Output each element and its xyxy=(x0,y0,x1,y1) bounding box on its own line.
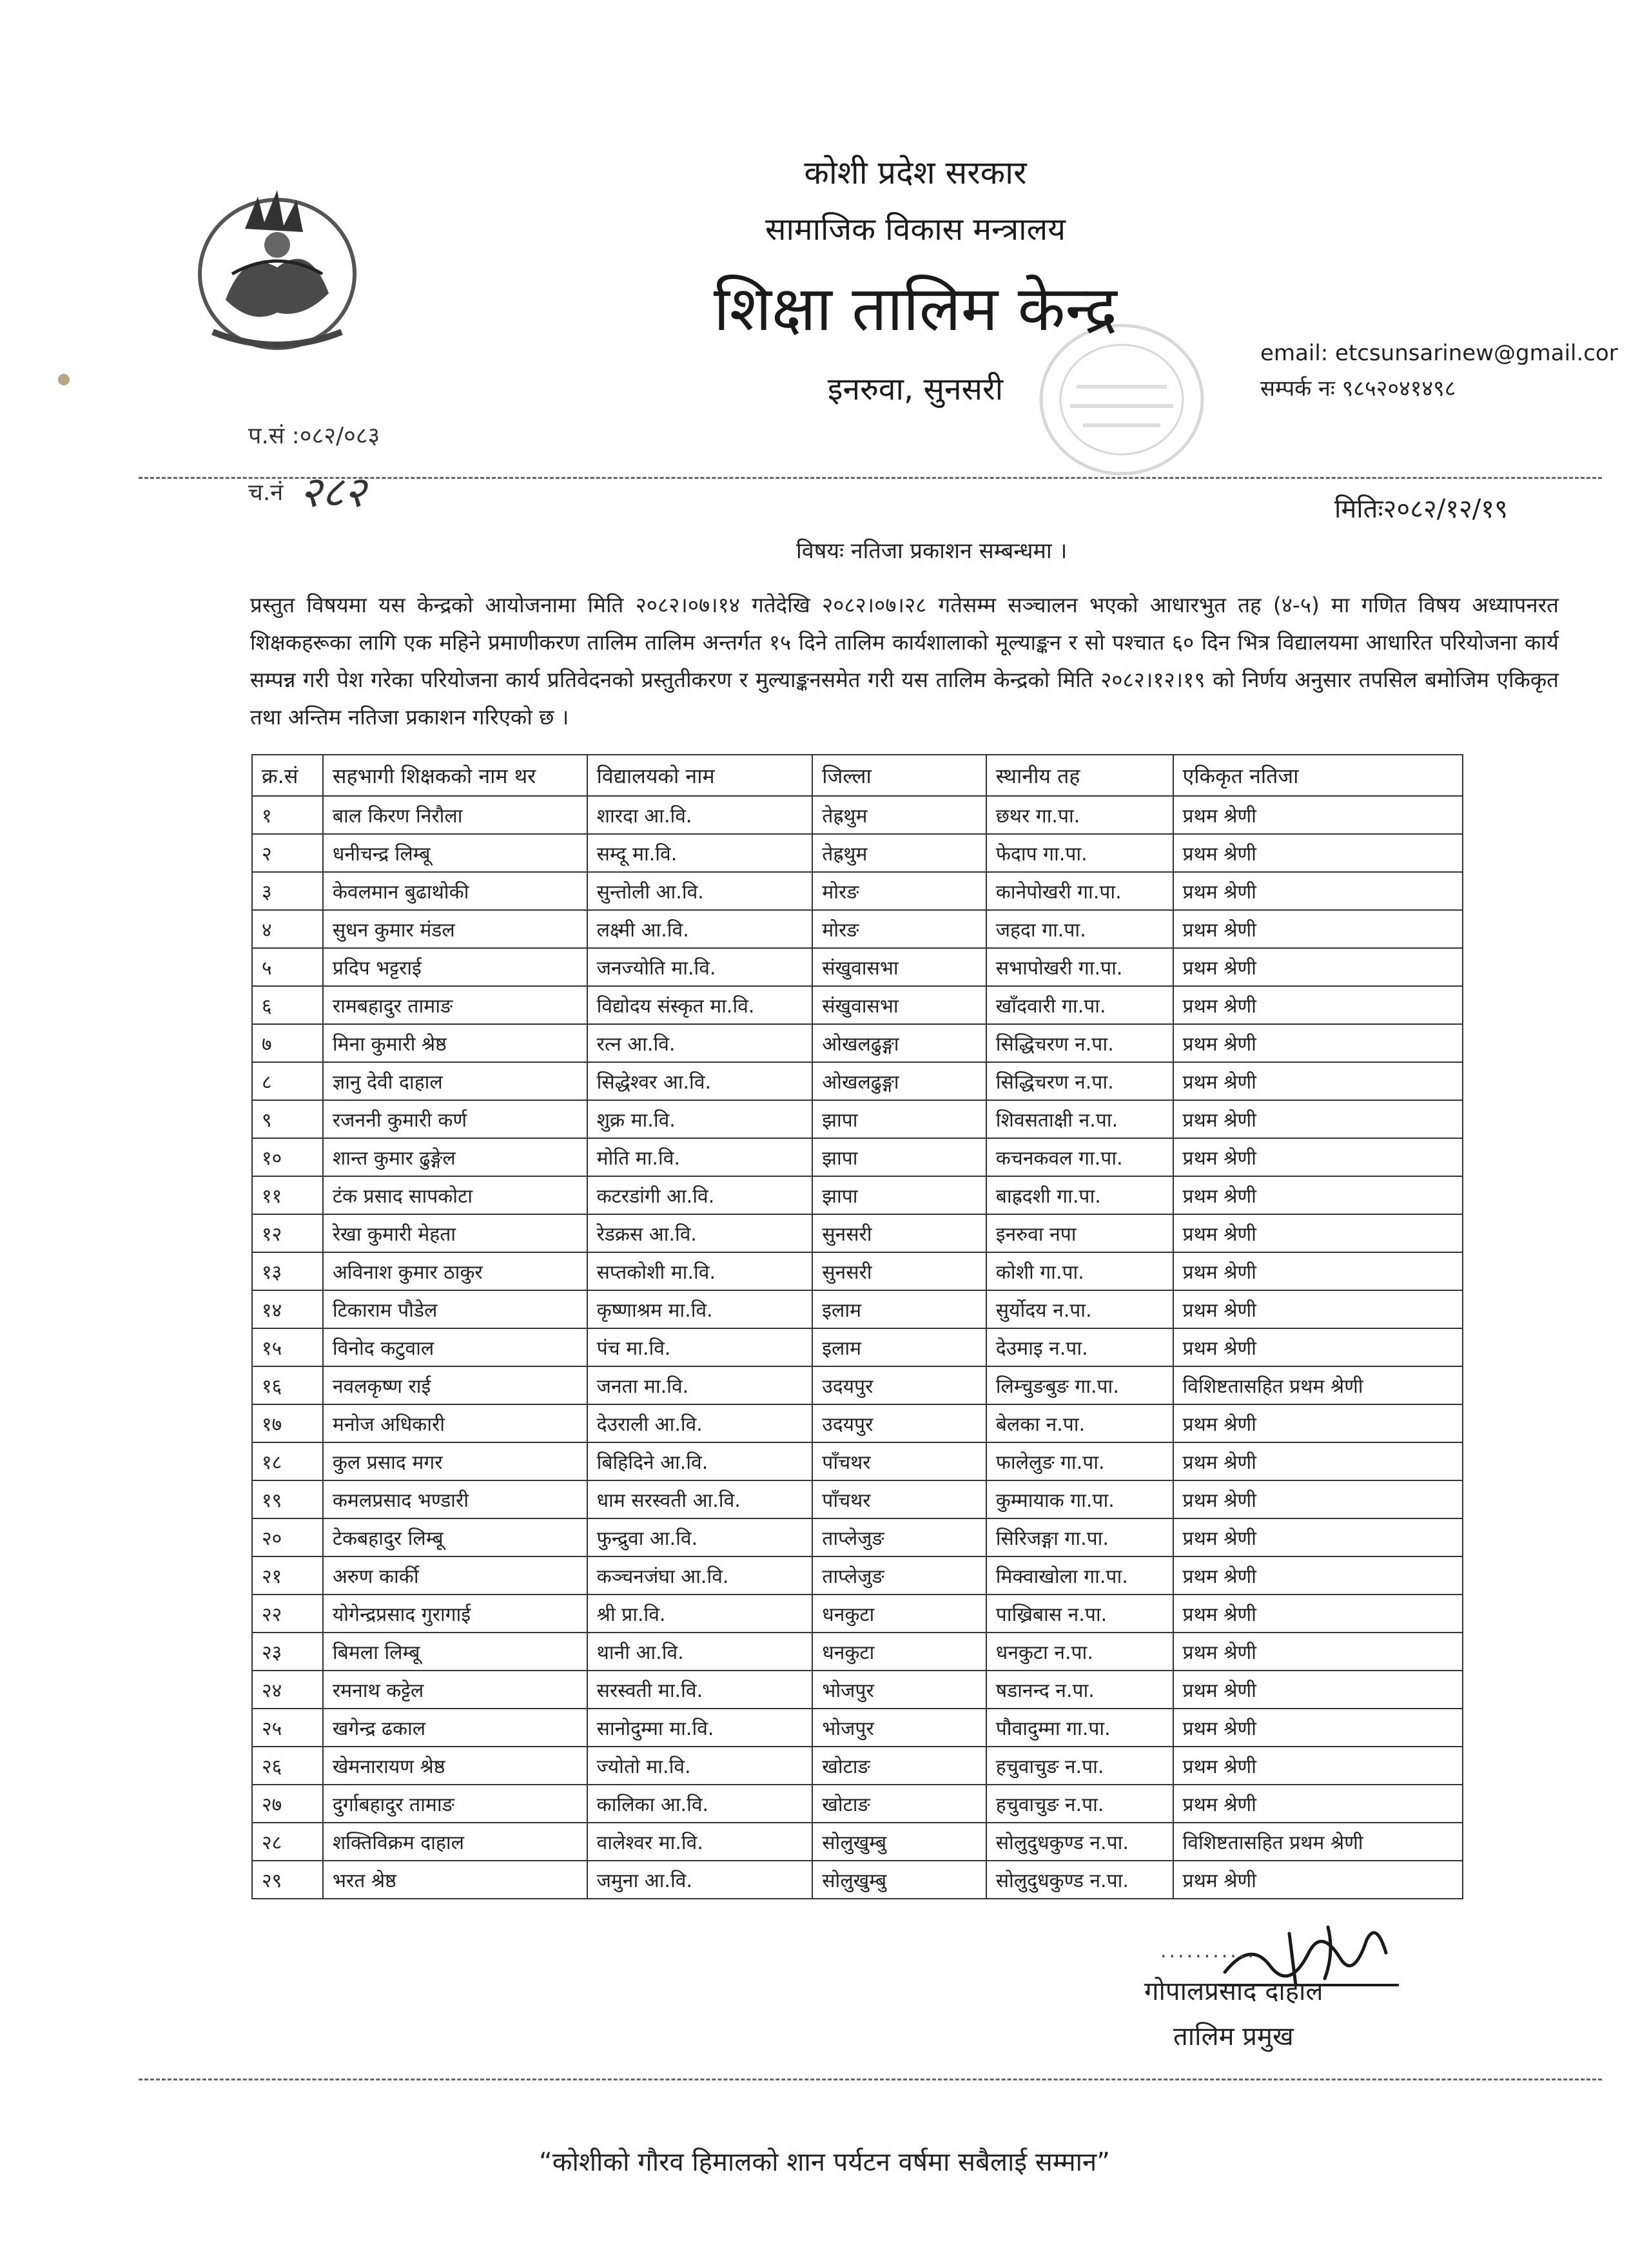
district-cell: तेह्रथुम xyxy=(812,834,986,872)
result-cell: प्रथम श्रेणी xyxy=(1173,1290,1463,1328)
serial-cell: २७ xyxy=(252,1785,323,1823)
school-name-cell: शुक्र मा.वि. xyxy=(587,1100,813,1138)
dispatch-number xyxy=(248,455,366,517)
subject-line: विषयः नतिजा प्रकाशन सम्बन्धमा । xyxy=(796,538,1068,564)
teacher-name-cell: दुर्गाबहादुर तामाङ xyxy=(323,1785,587,1823)
school-name-cell: जमुना आ.वि. xyxy=(587,1861,813,1899)
local-level-cell: सुर्योदय न.पा. xyxy=(986,1290,1173,1328)
local-level-cell: सिरिजङ्गा गा.पा. xyxy=(986,1518,1173,1556)
local-level-cell: पाख्रिबास न.पा. xyxy=(986,1594,1173,1633)
local-level-cell: कानेपोखरी गा.पा. xyxy=(986,872,1173,910)
table-row xyxy=(252,986,1463,1024)
serial-cell: २१ xyxy=(252,1556,323,1594)
teacher-name-cell: शक्तिविक्रम दाहाल xyxy=(323,1823,587,1861)
teacher-name-cell: टंक प्रसाद सापकोटा xyxy=(323,1176,587,1214)
district-cell: सुनसरी xyxy=(812,1214,986,1252)
serial-cell: २ xyxy=(252,834,323,872)
column-header: विद्यालयको नाम xyxy=(587,755,813,796)
table-header-row xyxy=(252,755,1463,796)
local-level-cell: छथर गा.पा. xyxy=(986,796,1173,834)
district-cell: ओखलढुङ्गा xyxy=(812,1024,986,1062)
school-name-cell: लक्ष्मी आ.वि. xyxy=(587,910,813,948)
table-row xyxy=(252,796,1463,834)
local-level-cell: कुम्मायाक गा.पा. xyxy=(986,1480,1173,1518)
local-level-cell: षडानन्द न.पा. xyxy=(986,1671,1173,1709)
phone-contact: सम्पर्क नः ९८५२०४१४९८ xyxy=(1260,376,1456,402)
teacher-name-cell: कमलप्रसाद भण्डारी xyxy=(323,1480,587,1518)
footer-divider xyxy=(139,2079,1602,2080)
school-name-cell: रत्न आ.वि. xyxy=(587,1024,813,1062)
local-level-cell: धनकुटा न.पा. xyxy=(986,1633,1173,1671)
local-level-cell: हचुवाचुङ न.पा. xyxy=(986,1747,1173,1785)
local-level-cell: शिवसताक्षी न.पा. xyxy=(986,1100,1173,1138)
teacher-name-cell: रमनाथ कट्टेल xyxy=(323,1671,587,1709)
serial-cell: २९ xyxy=(252,1861,323,1899)
serial-cell: १९ xyxy=(252,1480,323,1518)
result-cell: प्रथम श्रेणी xyxy=(1173,1556,1463,1594)
result-cell: प्रथम श्रेणी xyxy=(1173,1785,1463,1823)
table-row xyxy=(252,834,1463,872)
school-name-cell: रेडक्रस आ.वि. xyxy=(587,1214,813,1252)
table-row xyxy=(252,1480,1463,1518)
serial-cell: २८ xyxy=(252,1823,323,1861)
table-row xyxy=(252,1594,1463,1633)
school-name-cell: सुन्तोली आ.वि. xyxy=(587,872,813,910)
school-name-cell: मोति मा.वि. xyxy=(587,1138,813,1176)
table-row xyxy=(252,1290,1463,1328)
district-cell: सोलुखुम्बु xyxy=(812,1861,986,1899)
serial-cell: २३ xyxy=(252,1633,323,1671)
district-cell: भोजपुर xyxy=(812,1709,986,1747)
header-divider xyxy=(139,477,1602,479)
result-cell: प्रथम श्रेणी xyxy=(1173,1024,1463,1062)
signatory-title: तालिम प्रमुख xyxy=(1173,2022,1294,2051)
teacher-name-cell: खगेन्द्र ढकाल xyxy=(323,1709,587,1747)
district-cell: भोजपुर xyxy=(812,1671,986,1709)
table-row xyxy=(252,872,1463,910)
local-level-cell: देउमाइ न.पा. xyxy=(986,1328,1173,1366)
district-cell: पाँचथर xyxy=(812,1442,986,1480)
local-level-cell: सिद्धिचरण न.पा. xyxy=(986,1062,1173,1100)
serial-cell: ३ xyxy=(252,872,323,910)
serial-cell: १२ xyxy=(252,1214,323,1252)
district-cell: सुनसरी xyxy=(812,1252,986,1290)
table-row xyxy=(252,1709,1463,1747)
serial-cell: ९ xyxy=(252,1100,323,1138)
table-row xyxy=(252,1671,1463,1709)
result-cell: प्रथम श्रेणी xyxy=(1173,1747,1463,1785)
teacher-name-cell: बिमला लिम्बू xyxy=(323,1633,587,1671)
school-name-cell: सप्तकोशी मा.वि. xyxy=(587,1252,813,1290)
local-level-cell: पौवादुम्मा गा.पा. xyxy=(986,1709,1173,1747)
letter-date: मितिः२०८२/१२/१९ xyxy=(1334,494,1508,524)
result-cell: प्रथम श्रेणी xyxy=(1173,1594,1463,1633)
teacher-name-cell: विनोद कटुवाल xyxy=(323,1328,587,1366)
teacher-name-cell: ज्ञानु देवी दाहाल xyxy=(323,1062,587,1100)
result-cell: प्रथम श्रेणी xyxy=(1173,1633,1463,1671)
result-cell: प्रथम श्रेणी xyxy=(1173,1328,1463,1366)
teacher-name-cell: रामबहादुर तामाङ xyxy=(323,986,587,1024)
district-cell: झापा xyxy=(812,1176,986,1214)
local-level-cell: खाँदवारी गा.पा. xyxy=(986,986,1173,1024)
result-cell: प्रथम श्रेणी xyxy=(1173,1176,1463,1214)
school-name-cell: शारदा आ.वि. xyxy=(587,796,813,834)
serial-cell: ७ xyxy=(252,1024,323,1062)
school-name-cell: पंच मा.वि. xyxy=(587,1328,813,1366)
center-title: शिक्षा तालिम केन्द्र xyxy=(713,273,1118,345)
district-cell: झापा xyxy=(812,1100,986,1138)
teacher-name-cell: रजननी कुमारी कर्ण xyxy=(323,1100,587,1138)
school-name-cell: सानोदुम्मा मा.वि. xyxy=(587,1709,813,1747)
teacher-name-cell: भरत श्रेष्ठ xyxy=(323,1861,587,1899)
school-name-cell: कृष्णाश्रम मा.वि. xyxy=(587,1290,813,1328)
school-name-cell: जनता मा.वि. xyxy=(587,1366,813,1404)
local-level-cell: कोशी गा.पा. xyxy=(986,1252,1173,1290)
ministry-heading: सामाजिक विकास मन्त्रालय xyxy=(765,211,1066,247)
dispatch-number-value: २८२ xyxy=(299,467,366,517)
teacher-name-cell: शान्त कुमार ढुङ्गेल xyxy=(323,1138,587,1176)
district-cell: मोरङ xyxy=(812,910,986,948)
dispatch-label: च.नं xyxy=(248,480,284,506)
school-name-cell: फुन्द्रुवा आ.वि. xyxy=(587,1518,813,1556)
column-header: क्र.सं xyxy=(252,755,323,796)
table-body xyxy=(252,796,1463,1899)
teacher-name-cell: बाल किरण निरौला xyxy=(323,796,587,834)
letter-number: प.सं :०८२/०८३ xyxy=(248,423,380,449)
column-header: सहभागी शिक्षकको नाम थर xyxy=(323,755,587,796)
district-cell: ओखलढुङ्गा xyxy=(812,1062,986,1100)
local-level-cell: बाह्रदशी गा.पा. xyxy=(986,1176,1173,1214)
district-cell: खोटाङ xyxy=(812,1747,986,1785)
serial-cell: १५ xyxy=(252,1328,323,1366)
result-cell: प्रथम श्रेणी xyxy=(1173,1671,1463,1709)
address: इनरुवा, सुनसरी xyxy=(827,371,1004,407)
table-row xyxy=(252,1556,1463,1594)
serial-cell: १६ xyxy=(252,1366,323,1404)
result-cell: विशिष्टतासहित प्रथम श्रेणी xyxy=(1173,1366,1463,1404)
local-level-cell: जहदा गा.पा. xyxy=(986,910,1173,948)
district-cell: तेह्रथुम xyxy=(812,796,986,834)
district-cell: सोलुखुम्बु xyxy=(812,1823,986,1861)
table-row xyxy=(252,1252,1463,1290)
result-cell: प्रथम श्रेणी xyxy=(1173,1138,1463,1176)
district-cell: संखुवासभा xyxy=(812,948,986,986)
local-level-cell: सोलुदुधकुण्ड न.पा. xyxy=(986,1823,1173,1861)
table-row xyxy=(252,948,1463,986)
table-row xyxy=(252,1024,1463,1062)
teacher-name-cell: रेखा कुमारी मेहता xyxy=(323,1214,587,1252)
serial-cell: १० xyxy=(252,1138,323,1176)
serial-cell: २२ xyxy=(252,1594,323,1633)
table-row xyxy=(252,1442,1463,1480)
result-cell: प्रथम श्रेणी xyxy=(1173,948,1463,986)
serial-cell: ८ xyxy=(252,1062,323,1100)
school-name-cell: वालेश्वर मा.वि. xyxy=(587,1823,813,1861)
teacher-name-cell: खेमनारायण श्रेष्ठ xyxy=(323,1747,587,1785)
school-name-cell: कालिका आ.वि. xyxy=(587,1785,813,1823)
table-row xyxy=(252,1633,1463,1671)
district-cell: पाँचथर xyxy=(812,1480,986,1518)
serial-cell: १ xyxy=(252,796,323,834)
teacher-name-cell: मिना कुमारी श्रेष्ठ xyxy=(323,1024,587,1062)
serial-cell: १८ xyxy=(252,1442,323,1480)
teacher-name-cell: कुल प्रसाद मगर xyxy=(323,1442,587,1480)
column-header: स्थानीय तह xyxy=(986,755,1173,796)
district-cell: मोरङ xyxy=(812,872,986,910)
result-cell: प्रथम श्रेणी xyxy=(1173,910,1463,948)
table-row xyxy=(252,1861,1463,1899)
teacher-name-cell: प्रदिप भट्टराई xyxy=(323,948,587,986)
school-name-cell: जनज्योति मा.वि. xyxy=(587,948,813,986)
result-cell: प्रथम श्रेणी xyxy=(1173,1518,1463,1556)
serial-cell: २४ xyxy=(252,1671,323,1709)
local-level-cell: फेदाप गा.पा. xyxy=(986,834,1173,872)
column-header: एकिकृत नतिजा xyxy=(1173,755,1463,796)
table-row xyxy=(252,1404,1463,1442)
district-cell: इलाम xyxy=(812,1328,986,1366)
email-contact: email: etcsunsarinew@gmail.cor xyxy=(1260,340,1618,366)
results-table xyxy=(251,754,1463,1899)
result-cell: प्रथम श्रेणी xyxy=(1173,1100,1463,1138)
table-row xyxy=(252,1366,1463,1404)
serial-cell: ५ xyxy=(252,948,323,986)
table-row xyxy=(252,1176,1463,1214)
table-row xyxy=(252,1100,1463,1138)
teacher-name-cell: योगेन्द्रप्रसाद गुरागाई xyxy=(323,1594,587,1633)
local-level-cell: कचनकवल गा.पा. xyxy=(986,1138,1173,1176)
district-cell: उदयपुर xyxy=(812,1404,986,1442)
result-cell: प्रथम श्रेणी xyxy=(1173,872,1463,910)
local-level-cell: लिम्चुङबुङ गा.पा. xyxy=(986,1366,1173,1404)
result-cell: प्रथम श्रेणी xyxy=(1173,834,1463,872)
serial-cell: २६ xyxy=(252,1747,323,1785)
signature-dots: ........... xyxy=(1160,1940,1256,1963)
school-name-cell: कटरडांगी आ.वि. xyxy=(587,1176,813,1214)
result-cell: प्रथम श्रेणी xyxy=(1173,1062,1463,1100)
district-cell: इलाम xyxy=(812,1290,986,1328)
table-row xyxy=(252,1214,1463,1252)
school-name-cell: ज्योतो मा.वि. xyxy=(587,1747,813,1785)
table-row xyxy=(252,1138,1463,1176)
footer-slogan: “कोशीको गौरव हिमालको शान पर्यटन वर्षमा सबैलाई सम्मान” xyxy=(539,2147,1110,2177)
table-row xyxy=(252,1328,1463,1366)
district-cell: खोटाङ xyxy=(812,1785,986,1823)
district-cell: धनकुटा xyxy=(812,1633,986,1671)
serial-cell: १३ xyxy=(252,1252,323,1290)
school-name-cell: सम्दू मा.वि. xyxy=(587,834,813,872)
school-name-cell: धाम सरस्वती आ.वि. xyxy=(587,1480,813,1518)
table-row xyxy=(252,1785,1463,1823)
teacher-name-cell: मनोज अधिकारी xyxy=(323,1404,587,1442)
school-name-cell: थानी आ.वि. xyxy=(587,1633,813,1671)
nepal-emblem-logo xyxy=(187,171,367,358)
teacher-name-cell: टिकाराम पौडेल xyxy=(323,1290,587,1328)
school-name-cell: बिहिदिने आ.वि. xyxy=(587,1442,813,1480)
local-level-cell: सभापोखरी गा.पा. xyxy=(986,948,1173,986)
district-cell: धनकुटा xyxy=(812,1594,986,1633)
serial-cell: ११ xyxy=(252,1176,323,1214)
local-level-cell: हचुवाचुङ न.पा. xyxy=(986,1785,1173,1823)
school-name-cell: विद्योदय संस्कृत मा.वि. xyxy=(587,986,813,1024)
serial-cell: १७ xyxy=(252,1404,323,1442)
teacher-name-cell: अरुण कार्की xyxy=(323,1556,587,1594)
district-cell: ताप्लेजुङ xyxy=(812,1518,986,1556)
serial-cell: २५ xyxy=(252,1709,323,1747)
district-cell: संखुवासभा xyxy=(812,986,986,1024)
result-cell: प्रथम श्रेणी xyxy=(1173,1480,1463,1518)
district-cell: झापा xyxy=(812,1138,986,1176)
signatory-name: गोपालप्रसाद दाहाल xyxy=(1144,1977,1323,2006)
local-level-cell: मिक्वाखोला गा.पा. xyxy=(986,1556,1173,1594)
table-row xyxy=(252,910,1463,948)
district-cell: उदयपुर xyxy=(812,1366,986,1404)
result-cell: प्रथम श्रेणी xyxy=(1173,1709,1463,1747)
school-name-cell: सरस्वती मा.वि. xyxy=(587,1671,813,1709)
column-header: जिल्ला xyxy=(812,755,986,796)
province-government-heading: कोशी प्रदेश सरकार xyxy=(804,154,1027,191)
result-cell: प्रथम श्रेणी xyxy=(1173,986,1463,1024)
result-cell: प्रथम श्रेणी xyxy=(1173,1214,1463,1252)
school-name-cell: कञ्चनजंघा आ.वि. xyxy=(587,1556,813,1594)
teacher-name-cell: नवलकृष्ण राई xyxy=(323,1366,587,1404)
body-paragraph: प्रस्तुत विषयमा यस केन्द्रको आयोजनामा मिति २०८२।०७।१४ गतेदेखि २०८२।०७।२८ गतेसम्म सञ्चालन भएको आधारभुत तह (४-५) मा गणित विषय अध्यापनरत शिक्षकहरूका लागि एक महिने प्रमाणीकरण तालिम तालिम अन्तर्गत १५ दिने तालिम कार्यशालाको मूल्याङ्कन र सो पश्चात ६० दिन भित्र विद्यालयमा आधारित परियोजना कार्य सम्पन्न गरी पेश गरेका परियोजना कार्य प्रतिवेदनको प्रस्तुतीकरण र मुल्याङ्कनसमेत गरी यस तालिम केन्द्रको मिति २०८२।१२।१९ को निर्णय अनुसार तपसिल बमोजिम एकिकृत तथा अन्तिम नतिजा प्रकाशन गरिएको छ । xyxy=(250,592,1559,730)
serial-cell: २० xyxy=(252,1518,323,1556)
teacher-name-cell: सुधन कुमार मंडल xyxy=(323,910,587,948)
table-row xyxy=(252,1518,1463,1556)
result-cell: प्रथम श्रेणी xyxy=(1173,1861,1463,1899)
serial-cell: ४ xyxy=(252,910,323,948)
result-cell: विशिष्टतासहित प्रथम श्रेणी xyxy=(1173,1823,1463,1861)
local-level-cell: फालेलुङ गा.पा. xyxy=(986,1442,1173,1480)
local-level-cell: सिद्धिचरण न.पा. xyxy=(986,1024,1173,1062)
teacher-name-cell: केवलमान बुढाथोकी xyxy=(323,872,587,910)
serial-cell: १४ xyxy=(252,1290,323,1328)
local-level-cell: इनरुवा नपा xyxy=(986,1214,1173,1252)
district-cell: ताप्लेजुङ xyxy=(812,1556,986,1594)
school-name-cell: देउराली आ.वि. xyxy=(587,1404,813,1442)
local-level-cell: सोलुदुधकुण्ड न.पा. xyxy=(986,1861,1173,1899)
table-row xyxy=(252,1747,1463,1785)
teacher-name-cell: टेकबहादुर लिम्बू xyxy=(323,1518,587,1556)
result-cell: प्रथम श्रेणी xyxy=(1173,1252,1463,1290)
local-level-cell: बेलका न.पा. xyxy=(986,1404,1173,1442)
serial-cell: ६ xyxy=(252,986,323,1024)
result-cell: प्रथम श्रेणी xyxy=(1173,1442,1463,1480)
teacher-name-cell: धनीचन्द्र लिम्बू xyxy=(323,834,587,872)
scan-speck xyxy=(58,374,70,385)
result-cell: प्रथम श्रेणी xyxy=(1173,1404,1463,1442)
table-row xyxy=(252,1062,1463,1100)
school-name-cell: श्री प्रा.वि. xyxy=(587,1594,813,1633)
result-cell: प्रथम श्रेणी xyxy=(1173,796,1463,834)
teacher-name-cell: अविनाश कुमार ठाकुर xyxy=(323,1252,587,1290)
school-name-cell: सिद्धेश्वर आ.वि. xyxy=(587,1062,813,1100)
table-row xyxy=(252,1823,1463,1861)
